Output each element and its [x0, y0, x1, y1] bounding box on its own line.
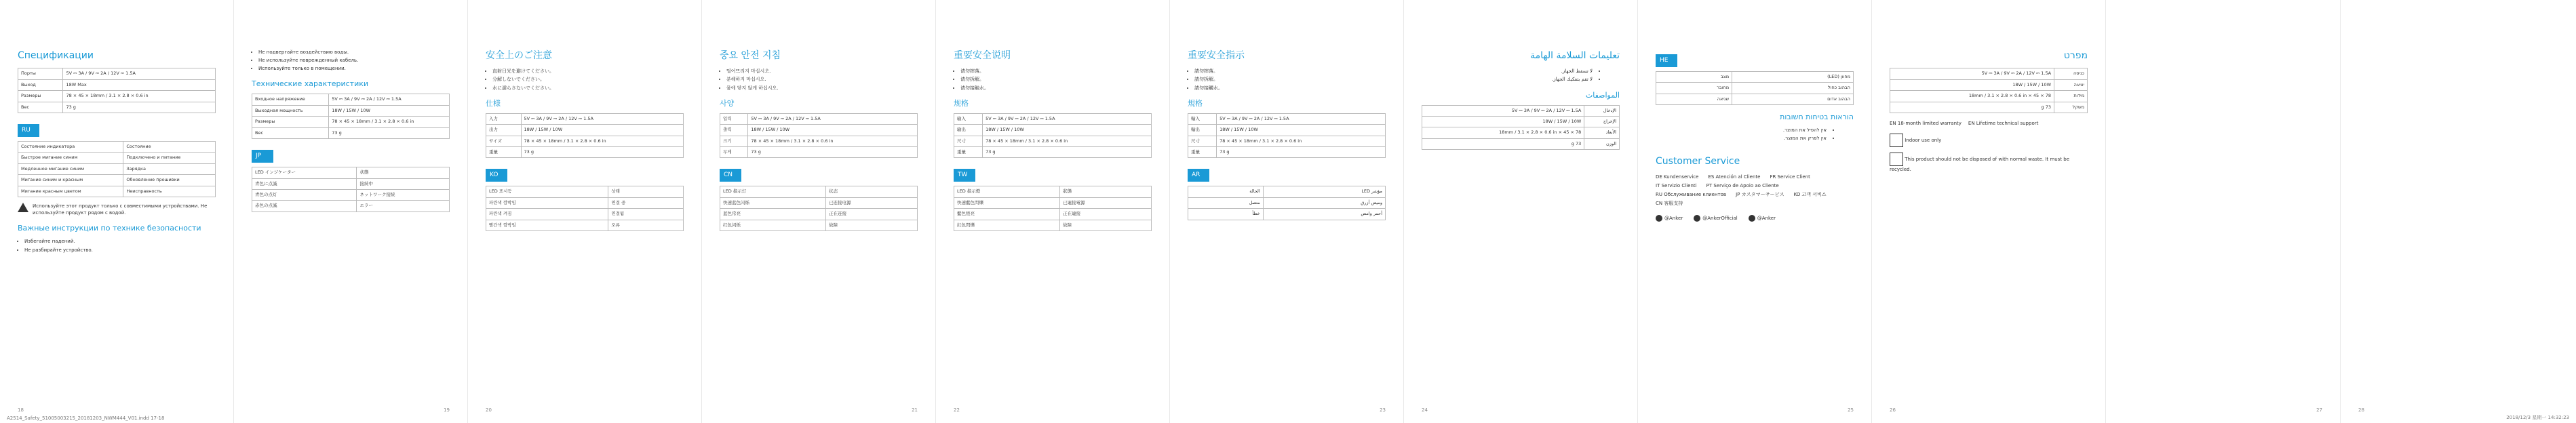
- list-item: • 请勿摔落。: [960, 68, 1152, 75]
- table-row: Быстрое мигание синим Подключено и питание: [18, 153, 216, 163]
- table-row: الإدخال 5V ⎓ 3A / 9V ⎓ 2A / 12V ⎓ 1.5A: [1422, 105, 1620, 116]
- list-item: • لا تسقط الجهاز.: [1428, 68, 1593, 75]
- safety-list: [486, 68, 684, 91]
- customer-service-title: Customer Service: [1656, 155, 1740, 167]
- spec-table: [252, 94, 450, 139]
- table-row: 무게 73 g: [720, 146, 918, 157]
- lang-banner: JP: [252, 150, 273, 163]
- table-row: 파란색 켜짐 연결됨: [486, 209, 684, 220]
- table-row: LED インジケーター 状態: [252, 167, 450, 178]
- spec-table: [954, 113, 1152, 159]
- page-number: 28: [2358, 407, 2364, 413]
- led-table: [252, 167, 450, 212]
- page-number: 24: [1422, 407, 1428, 413]
- spec-title: 仕様: [486, 98, 501, 108]
- list-item: • 분해하지 마십시오.: [726, 76, 918, 83]
- list-item: • 分解しないでください。: [492, 76, 684, 83]
- section-title: Спецификации: [18, 50, 94, 61]
- led-table: [486, 186, 684, 231]
- indoor-row: Indoor use only: [1890, 134, 2088, 147]
- spec-table: [486, 113, 684, 159]
- table-row: יציאה 18W / 15W / 10W: [1890, 79, 2088, 90]
- house-icon: [1890, 134, 1903, 147]
- list-item: • لا تقم بتفكيك الجهاز.: [1428, 76, 1593, 83]
- table-row: מחוון (LED) מצב: [1656, 72, 1854, 83]
- list-item: PT Serviço de Apoio ao Cliente: [1706, 182, 1779, 188]
- table-row: Вес 73 g: [252, 127, 450, 138]
- section-title: تعليمات السلامة الهامة: [1530, 50, 1620, 61]
- table-row: 빨간색 깜박임 오류: [486, 220, 684, 230]
- page-he: [1638, 0, 1872, 423]
- table-row: Размеры 78 × 45 × 18mm / 3.1 × 2.8 × 0.6 in: [252, 117, 450, 127]
- table-row: الأبعاد 78 × 45 × 18mm / 3.1 × 2.8 × 0.6 in: [1422, 127, 1620, 138]
- table-row: 尺寸 78 × 45 × 18mm / 3.1 × 2.8 × 0.6 in: [1188, 136, 1386, 146]
- page-number: 27: [2316, 407, 2322, 413]
- table-row: 快速蓝色闪烁 已连接电源: [720, 197, 918, 208]
- facebook-icon: [1656, 215, 1662, 222]
- list-item: IT Servizio Clienti: [1656, 182, 1697, 188]
- page-number: 23: [1380, 407, 1386, 413]
- section-title: 중요 안전 지침: [720, 50, 781, 61]
- section-title: 重要安全说明: [954, 50, 1011, 61]
- page-number: 22: [954, 407, 960, 413]
- page-ko: [702, 0, 936, 423]
- page-number: 25: [1848, 407, 1854, 413]
- lang-banner: KO: [486, 169, 507, 182]
- spec-table: [1188, 113, 1386, 159]
- safety-title: הוראות בטיחות חשובות: [1780, 113, 1854, 122]
- table-row: 重量 73 g: [1188, 146, 1386, 157]
- list-item: • 請勿摔落。: [1194, 68, 1386, 75]
- safety-list: [1422, 68, 1620, 83]
- wheelie-bin-icon: [1890, 153, 1903, 166]
- spec-table: [1890, 68, 2088, 113]
- section-title: 重要安全指示: [1188, 50, 1245, 61]
- table-row: LED 표시등 상태: [486, 186, 684, 197]
- page-number: 21: [912, 407, 918, 413]
- google-plus-icon: [1749, 215, 1755, 222]
- page-he-specs: [1872, 0, 2106, 423]
- led-table: [1188, 186, 1386, 220]
- table-row: Состояние индикатора Состояние: [18, 142, 216, 153]
- list-item: • 떨어뜨리지 마십시오.: [726, 68, 918, 75]
- page-number: 18: [18, 407, 24, 413]
- table-row: Мигание красным цветом Неисправность: [18, 186, 216, 197]
- table-row: 출력 18W / 15W / 10W: [720, 125, 918, 136]
- table-row: 赤色の点滅 エラー: [252, 201, 450, 212]
- list-item: • 請勿拆解。: [1194, 76, 1386, 83]
- table-row: Входное напряжение 5V ⎓ 3A / 9V ⎓ 2A / 12V ⎓ 1.5A: [252, 94, 450, 105]
- page-number: 19: [444, 407, 450, 413]
- list-item: • 물에 닿지 않게 하십시오.: [726, 85, 918, 92]
- spec-title: 規格: [1188, 98, 1203, 108]
- lang-banner: HE: [1656, 54, 1677, 67]
- lang-banner: RU: [18, 124, 39, 137]
- list-item: DE Kundenservice: [1656, 174, 1699, 180]
- lang-banner: AR: [1188, 169, 1209, 182]
- table-row: 快速藍色閃爍 已連接電源: [954, 197, 1152, 208]
- warning-block: Используйте этот продукт только с совместимыми устройствами. Не используйте продукт рядом с водой.: [18, 203, 216, 216]
- table-row: Мигание синим и красным Обновление прошивки: [18, 175, 216, 186]
- led-table: [1656, 71, 1854, 105]
- list-item: • 水に濡らさないでください。: [492, 85, 684, 92]
- twitter-icon: [1694, 215, 1700, 222]
- spec-table: [720, 113, 918, 159]
- spec-title: 사양: [720, 98, 735, 108]
- safety-list: [18, 238, 216, 253]
- page-ru-tech: [234, 0, 468, 423]
- table-row: أحمر وامض خطأ: [1188, 209, 1386, 220]
- social-row: @Anker @AnkerOfficial @Anker: [1656, 215, 1854, 222]
- section-title: 安全上のご注意: [486, 50, 552, 61]
- list-item: • 請勿接觸水。: [1194, 85, 1386, 92]
- page-number: 26: [1890, 407, 1896, 413]
- safety-list: [954, 68, 1152, 91]
- list-item: FR Service Client: [1770, 174, 1810, 180]
- support-text: EN Lifetime technical support: [1968, 120, 2039, 126]
- table-row: Выходная мощность 18W / 15W / 10W: [252, 105, 450, 116]
- table-row: الإخراج 18W / 15W / 10W: [1422, 116, 1620, 127]
- page-ar: [1404, 0, 1638, 423]
- table-row: כניסה 5V ⎓ 3A / 9V ⎓ 2A / 12V ⎓ 1.5A: [1890, 68, 2088, 79]
- table-row: 크기 78 × 45 × 18mm / 3.1 × 2.8 × 0.6 in: [720, 136, 918, 146]
- table-row: 重量 73 g: [486, 146, 684, 157]
- print-slug-right: 2018/12/3 星期一 14:32:23: [2506, 415, 2569, 420]
- page-blank: [2106, 0, 2341, 423]
- list-item: • Не подвергайте воздействию воды.: [258, 49, 450, 56]
- list-item: ES Atención al Cliente: [1708, 174, 1761, 180]
- table-row: 红色闪烁 故障: [720, 220, 918, 230]
- list-item: • Не разбирайте устройство.: [24, 247, 216, 254]
- list-item: RU Обслуживание клиентов: [1656, 192, 1727, 198]
- table-row: 파란색 깜박임 연결 중: [486, 197, 684, 208]
- table-row: 重量 73 g: [954, 146, 1152, 157]
- list-item: CN 客服支持: [1656, 201, 1683, 207]
- led-table: [18, 141, 216, 197]
- table-row: הבהוב כחול מחובר: [1656, 83, 1854, 94]
- safety-title: Важные инструкции по технике безопасности: [18, 224, 201, 233]
- page-tw: [1170, 0, 1404, 423]
- warning-icon: [18, 203, 28, 212]
- customer-service-list: [1656, 174, 1854, 207]
- table-row: LED 指示燈 狀態: [954, 186, 1152, 197]
- list-item: • 直射日光を避けてください。: [492, 68, 684, 75]
- warranty-row: [1890, 120, 2088, 127]
- table-row: 輸出 18W / 15W / 10W: [1188, 125, 1386, 136]
- list-item: • Не используйте поврежденный кабель.: [258, 57, 450, 64]
- led-table: [720, 186, 918, 231]
- spec-table: [18, 68, 216, 113]
- table-row: 输出 18W / 15W / 10W: [954, 125, 1152, 136]
- page-cn: [936, 0, 1170, 423]
- table-row: 蓝色常亮 正在连接: [720, 209, 918, 220]
- table-row: Вес 73 g: [18, 102, 216, 113]
- disposal-row: This product should not be disposed of with normal waste. It must be recycled.: [1890, 153, 2088, 173]
- list-item: • אין לפרק את המוצר.: [1662, 135, 1827, 142]
- table-row: 入力 5V ⎓ 3A / 9V ⎓ 2A / 12V ⎓ 1.5A: [486, 113, 684, 124]
- table-row: Выход 18W Max: [18, 79, 216, 90]
- tech-title: Технические характеристики: [252, 79, 369, 89]
- list-item: • 请勿接触水。: [960, 85, 1152, 92]
- spec-title: المواصفات: [1585, 90, 1620, 100]
- spec-title: 规格: [954, 98, 969, 108]
- safety-list: [720, 68, 918, 91]
- table-row: Размеры 78 × 45 × 18mm / 3.1 × 2.8 × 0.6 in: [18, 91, 216, 102]
- list-item: • 请勿拆解。: [960, 76, 1152, 83]
- list-item: • Используйте только в помещении.: [258, 65, 450, 72]
- table-row: 尺寸 78 × 45 × 18mm / 3.1 × 2.8 × 0.6 in: [954, 136, 1152, 146]
- lang-banner: CN: [720, 169, 741, 182]
- list-item: • Избегайте падений.: [24, 238, 216, 245]
- table-row: وميض أزرق متصل: [1188, 197, 1386, 208]
- list-item: • אין להפיל את המוצר.: [1662, 127, 1827, 134]
- page-ru-specs: [0, 0, 234, 423]
- led-table: [954, 186, 1152, 231]
- table-row: 輸入 5V ⎓ 3A / 9V ⎓ 2A / 12V ⎓ 1.5A: [1188, 113, 1386, 124]
- print-slug-left: A2514_Safety_51005003215_20181203_NWM444_V01.indd 17-18: [7, 416, 165, 421]
- table-row: 输入 5V ⎓ 3A / 9V ⎓ 2A / 12V ⎓ 1.5A: [954, 113, 1152, 124]
- lang-banner: TW: [954, 169, 975, 182]
- list-item: KO 고객 서비스: [1793, 192, 1827, 198]
- table-row: Порты 5V ⎓ 3A / 9V ⎓ 2A / 12V ⎓ 1.5A: [18, 68, 216, 79]
- warranty-text: EN 18-month limited warranty: [1890, 120, 1962, 126]
- table-row: 青色に点滅 接続中: [252, 178, 450, 189]
- table-row: 青色の点灯 ネットワーク接続: [252, 189, 450, 200]
- table-row: 입력 5V ⎓ 3A / 9V ⎓ 2A / 12V ⎓ 1.5A: [720, 113, 918, 124]
- page-jp: [468, 0, 702, 423]
- table-row: 藍色恆亮 正在連接: [954, 209, 1152, 220]
- section-title: מפרט: [2063, 50, 2088, 61]
- page-blank: [2341, 0, 2576, 423]
- table-row: Медленное мигание синим Зарядка: [18, 163, 216, 174]
- table-row: 紅色閃爍 故障: [954, 220, 1152, 230]
- spec-table: [1422, 105, 1620, 150]
- table-row: LED 指示灯 状态: [720, 186, 918, 197]
- table-row: サイズ 78 × 45 × 18mm / 3.1 × 2.8 × 0.6 in: [486, 136, 684, 146]
- list-item: JP カスタマーサービス: [1736, 192, 1784, 198]
- table-row: 出力 18W / 15W / 10W: [486, 125, 684, 136]
- table-row: الوزن 73 g: [1422, 138, 1620, 149]
- table-row: مؤشر LED الحالة: [1188, 186, 1386, 197]
- safety-list: [252, 49, 450, 72]
- safety-list: [1656, 127, 1854, 142]
- table-row: מידות 78 × 45 × 18mm / 3.1 × 2.8 × 0.6 in: [1890, 91, 2088, 102]
- page-number: 20: [486, 407, 492, 413]
- table-row: משקל 73 g: [1890, 102, 2088, 113]
- safety-list: [1188, 68, 1386, 91]
- table-row: הבהוב אדום שגיאה: [1656, 94, 1854, 104]
